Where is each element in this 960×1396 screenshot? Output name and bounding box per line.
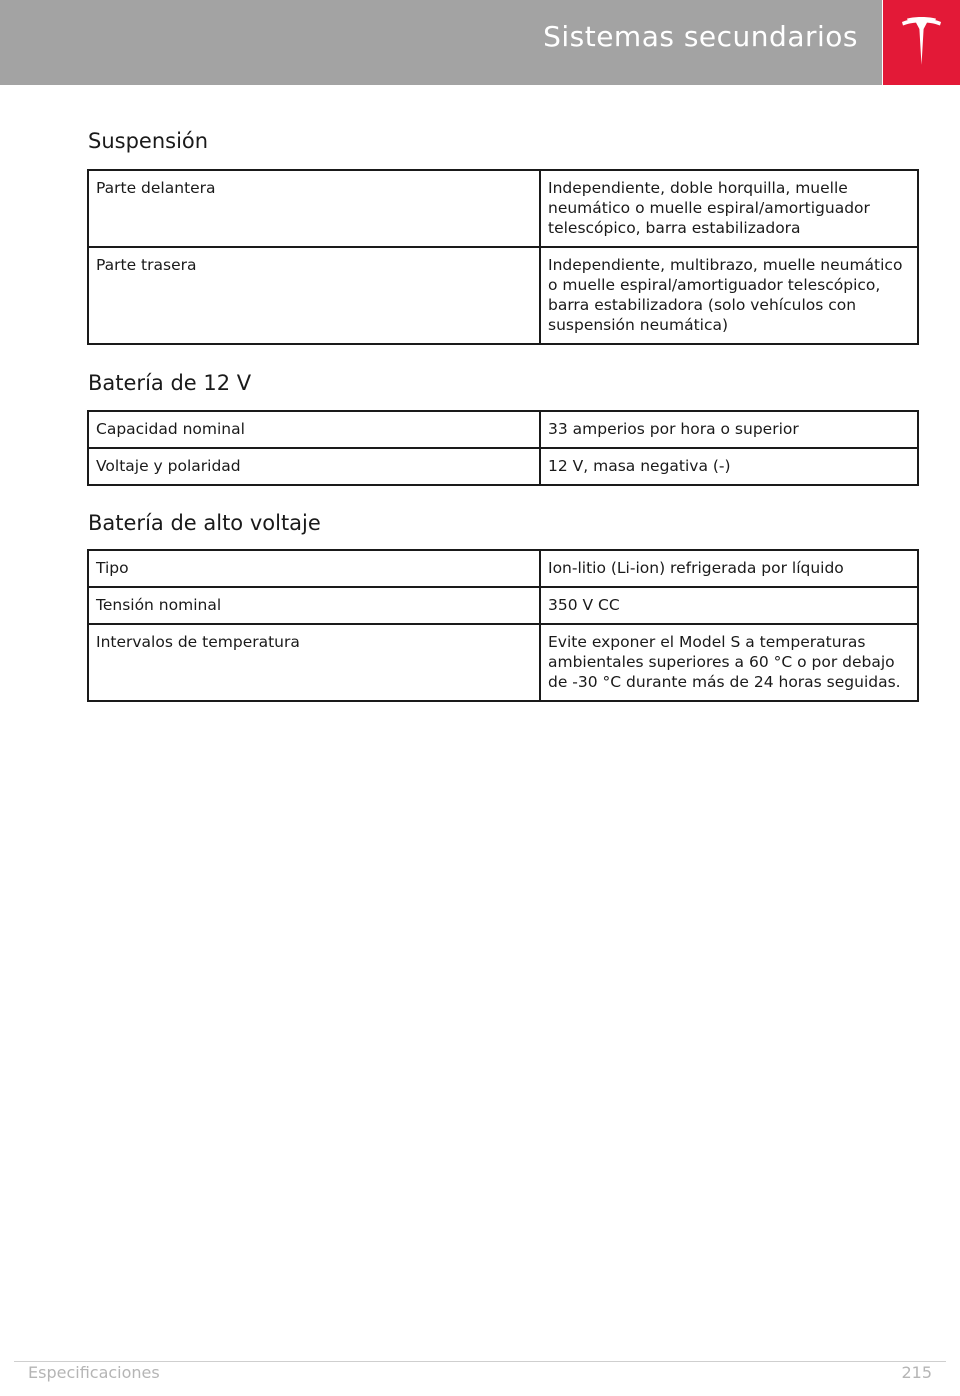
spec-label: Tipo (88, 550, 540, 587)
section-title-suspension: Suspensión (88, 129, 209, 153)
spec-value: 33 amperios por hora o superior (540, 411, 918, 448)
table-row (88, 587, 918, 624)
spec-value: Independiente, doble horquilla, muelle neumático o muelle espiral/amortiguador telescópico, barra estabilizadora (540, 170, 918, 247)
spec-value: Ion-litio (Li-ion) refrigerada por líquido (540, 550, 918, 587)
spec-label: Voltaje y polaridad (88, 448, 540, 485)
spec-label: Intervalos de temperatura (88, 624, 540, 701)
table-row (88, 411, 918, 448)
spec-label: Tensión nominal (88, 587, 540, 624)
section-title-high-voltage-battery: Batería de alto voltaje (88, 511, 321, 535)
header-bar (0, 0, 882, 85)
table-row (88, 550, 918, 587)
page-title: Sistemas secundarios (543, 20, 858, 53)
table-row (88, 170, 918, 247)
suspension-table (87, 169, 919, 345)
spec-value: Evite exponer el Model S a temperaturas ambientales superiores a 60 °C o por debajo de -30 °C durante más de 24 horas seguidas. (540, 624, 918, 701)
table-row (88, 247, 918, 344)
spec-value: Independiente, multibrazo, muelle neumático o muelle espiral/amortiguador telescópico, barra estabilizadora (solo vehículos con suspensión neumática) (540, 247, 918, 344)
page-number: 215 (901, 1363, 932, 1382)
table-row (88, 624, 918, 701)
table-row (88, 448, 918, 485)
battery-high-voltage-table (87, 549, 919, 702)
footer-divider (14, 1361, 946, 1362)
tesla-logo-icon (900, 17, 943, 67)
spec-label: Capacidad nominal (88, 411, 540, 448)
footer-section-name: Especificaciones (28, 1363, 160, 1382)
spec-value: 350 V CC (540, 587, 918, 624)
spec-label: Parte trasera (88, 247, 540, 344)
battery-12v-table (87, 410, 919, 486)
logo-badge (883, 0, 960, 85)
spec-label: Parte delantera (88, 170, 540, 247)
spec-value: 12 V, masa negativa (-) (540, 448, 918, 485)
section-title-12v-battery: Batería de 12 V (88, 371, 252, 395)
